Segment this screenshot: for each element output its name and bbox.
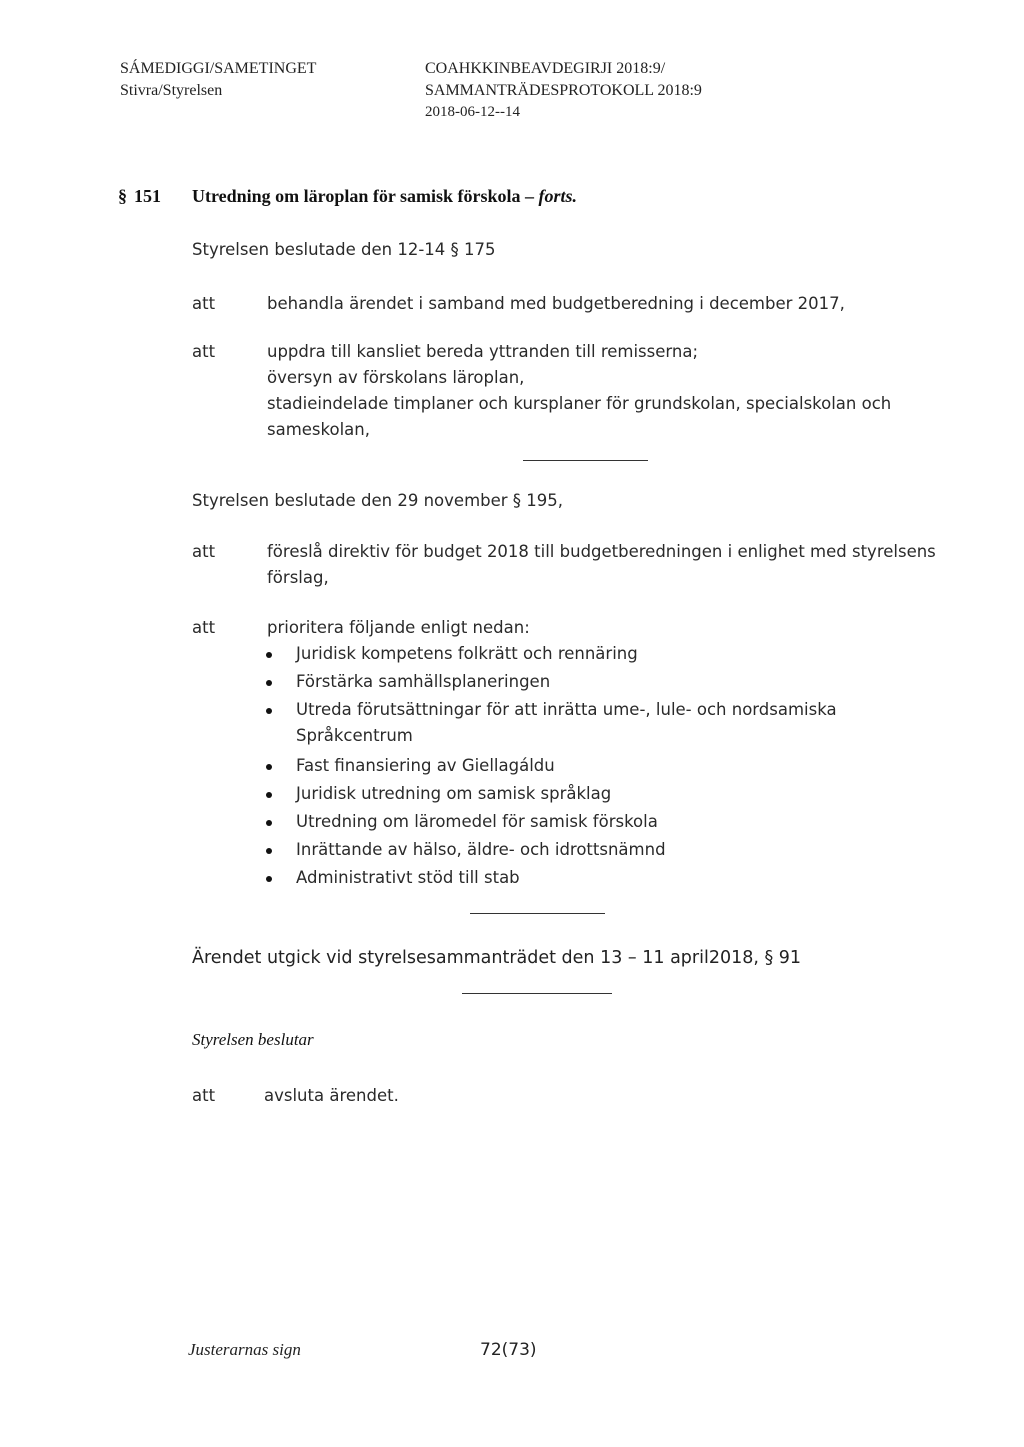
list-item-continuation: Språkcentrum [296,726,413,745]
bullet-icon [266,764,272,770]
decision-text: sameskolan, [267,420,370,439]
bullet-icon [266,652,272,658]
section-title-suffix: forts. [538,186,578,206]
section-title-text: Utredning om läroplan för samisk förskola – [192,186,535,206]
bullet-icon [266,876,272,882]
att-label: att [192,542,216,561]
page-number: 72(73) [480,1340,537,1360]
list-item: Juridisk utredning om samisk språklag [296,784,612,803]
protocol-date: 2018-06-12--14 [425,104,520,120]
org-name: SÁMEDIGGI/SAMETINGET [120,60,317,77]
decision-text: stadieindelade timplaner och kursplaner för grundskolan, specialskolan och [267,394,892,413]
protocol-title: COAHKKINBEAVDEGIRJI 2018:9/ [425,60,666,77]
bullet-icon [266,792,272,798]
decision-text: uppdra till kansliet bereda yttranden till remisserna; [267,342,699,361]
section-symbol: § [118,186,127,206]
bullet-icon [266,708,272,714]
list-item: Administrativt stöd till stab [296,868,520,887]
decision-text: förslag, [267,568,329,587]
list-item: Juridisk kompetens folkrätt och rennäring [296,644,638,663]
org-subunit: Stivra/Styrelsen [120,82,223,99]
separator-line [523,460,648,461]
list-item: Utreda förutsättningar för att inrätta ume-, lule- och nordsamiska [296,700,837,719]
decision-text: prioritera följande enligt nedan: [267,618,530,637]
protocol-title-swedish: SAMMANTRÄDESPROTOKOLL 2018:9 [425,82,702,99]
bullet-icon [266,820,272,826]
decision-text: avsluta ärendet. [264,1086,399,1105]
att-label: att [192,618,216,637]
separator-line [462,993,612,994]
removed-note: Ärendet utgick vid styrelsesammanträdet den 13 – 11 april2018, § 91 [192,948,802,968]
decision-text: behandla ärendet i samband med budgetberedning i december 2017, [267,294,845,313]
decision-intro: Styrelsen beslutade den 29 november § 195, [192,491,564,510]
list-item: Förstärka samhällsplaneringen [296,672,551,691]
att-label: att [192,342,216,361]
list-item: Inrättande av hälso, äldre- och idrottsnämnd [296,840,666,859]
bullet-icon [266,680,272,686]
decision-text: föreslå direktiv för budget 2018 till budgetberedningen i enlighet med styrelsens [267,542,936,561]
section-number: 151 [134,186,161,206]
separator-line [470,913,605,914]
signature-label: Justerarnas sign [188,1340,301,1359]
att-label: att [192,294,216,313]
list-item: Utredning om läromedel för samisk förskola [296,812,658,831]
decision-text: översyn av förskolans läroplan, [267,368,525,387]
list-item: Fast finansiering av Giellagáldu [296,756,555,775]
decision-heading: Styrelsen beslutar [192,1030,314,1049]
att-label: att [192,1086,216,1105]
decision-intro: Styrelsen beslutade den 12-14 § 175 [192,240,496,259]
bullet-icon [266,848,272,854]
section-title [192,186,577,207]
